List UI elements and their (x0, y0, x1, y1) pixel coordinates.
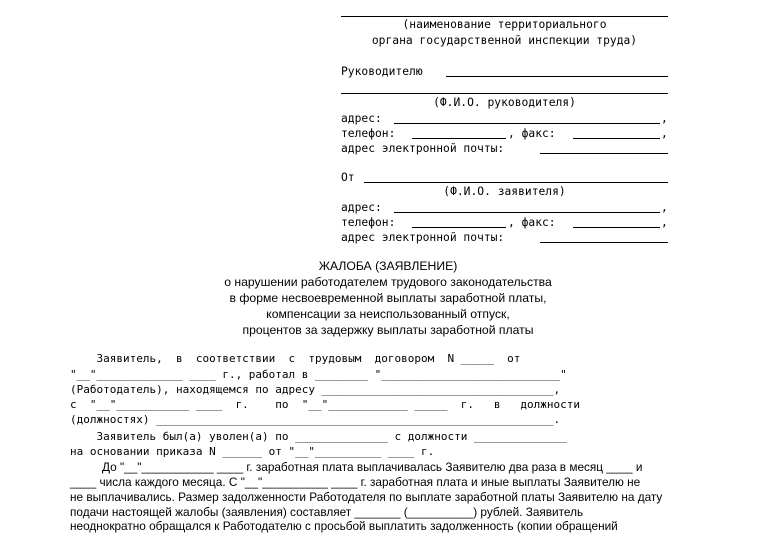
subtitle-2: в форме несвоевременной выплаты заработной платы, (229, 291, 547, 305)
applicant-email-label: адрес электронной почты: (341, 231, 505, 244)
body-p3-line3: не выплачивались. Размер задолженности Работодателя по выплате заработной платы Заявителю на дату (70, 490, 663, 504)
body-p1-line4: с "__"___________ ____ г. по "__"____________ _____ г. в должности (70, 398, 580, 411)
head-name-line[interactable] (446, 76, 668, 77)
recipient-hint-2: органа государственной инспекции труда) (371, 34, 638, 47)
body-p2-line2: на основании приказа N ______ от "__"__________ ____ г. (70, 445, 435, 458)
body-p3-line4: подачи настоящей жалобы (заявления) составляет _______ (__________) рублей. Заявитель (70, 505, 584, 519)
body-p1-line2: "__"_____________ ____ г., работал в ________ "___________________________" (70, 368, 567, 381)
applicant-fax-comma: , (661, 216, 668, 229)
subtitle-3: компенсации за неиспользованный отпуск, (266, 307, 510, 321)
head-fax-line[interactable] (573, 138, 660, 139)
head-fax-label: , факс: (508, 127, 556, 140)
head-phone-label: телефон: (341, 127, 396, 140)
recipient-hint-1: (наименование территориального (402, 18, 607, 31)
head-address-label: адрес: (341, 112, 382, 125)
applicant-address-comma: , (661, 201, 668, 214)
head-address-line[interactable] (394, 123, 660, 124)
subtitle-4: процентов за задержку выплаты заработной платы (242, 323, 534, 337)
head-label: Руководителю (341, 65, 423, 78)
head-name-line-2[interactable] (341, 93, 668, 94)
applicant-fax-line[interactable] (573, 227, 660, 228)
head-address-comma: , (661, 112, 668, 125)
body-p1-line5: (должностях) ____________________________________________________________. (70, 413, 561, 426)
body-p1-line1: Заявитель, в соответствии с трудовым договором N _____ от (70, 352, 521, 365)
body-p2-line1: Заявитель был(а) уволен(а) по ______________ с должности ______________ (70, 430, 567, 443)
applicant-phone-line[interactable] (412, 227, 506, 228)
recipient-name-line (341, 16, 668, 17)
head-fax-comma: , (661, 127, 668, 140)
body-p1-line3: (Работодатель), находящемся по адресу ___________________________________, (70, 383, 561, 396)
applicant-fio-hint: (Ф.И.О. заявителя) (443, 185, 566, 198)
head-email-line[interactable] (540, 153, 668, 154)
head-fio-hint: (Ф.И.О. руководителя) (433, 96, 576, 109)
applicant-address-label: адрес: (341, 201, 382, 214)
document-title: ЖАЛОБА (ЗАЯВЛЕНИЕ) (318, 259, 458, 273)
head-email-label: адрес электронной почты: (341, 142, 505, 155)
applicant-name-line[interactable] (364, 182, 668, 183)
from-label: От (341, 171, 355, 184)
body-p3-line5: неоднократно обращался к Работодателю с просьбой выплатить задолженность (копии обращений (70, 519, 618, 533)
head-phone-line[interactable] (412, 138, 506, 139)
body-p3-line2: ____ числа каждого месяца. С "__"__________ ____ г. заработная плата и иные выплаты Заявителю не (70, 475, 641, 489)
body-p3-line1: До "__"___________ ____ г. заработная плата выплачивалась Заявителю два раза в месяц ____ и (102, 460, 643, 474)
applicant-address-line[interactable] (394, 212, 660, 213)
subtitle-1: о нарушении работодателем трудового законодательства (224, 275, 552, 289)
applicant-phone-label: телефон: (341, 216, 396, 229)
applicant-email-line[interactable] (540, 242, 668, 243)
applicant-fax-label: , факс: (508, 216, 556, 229)
